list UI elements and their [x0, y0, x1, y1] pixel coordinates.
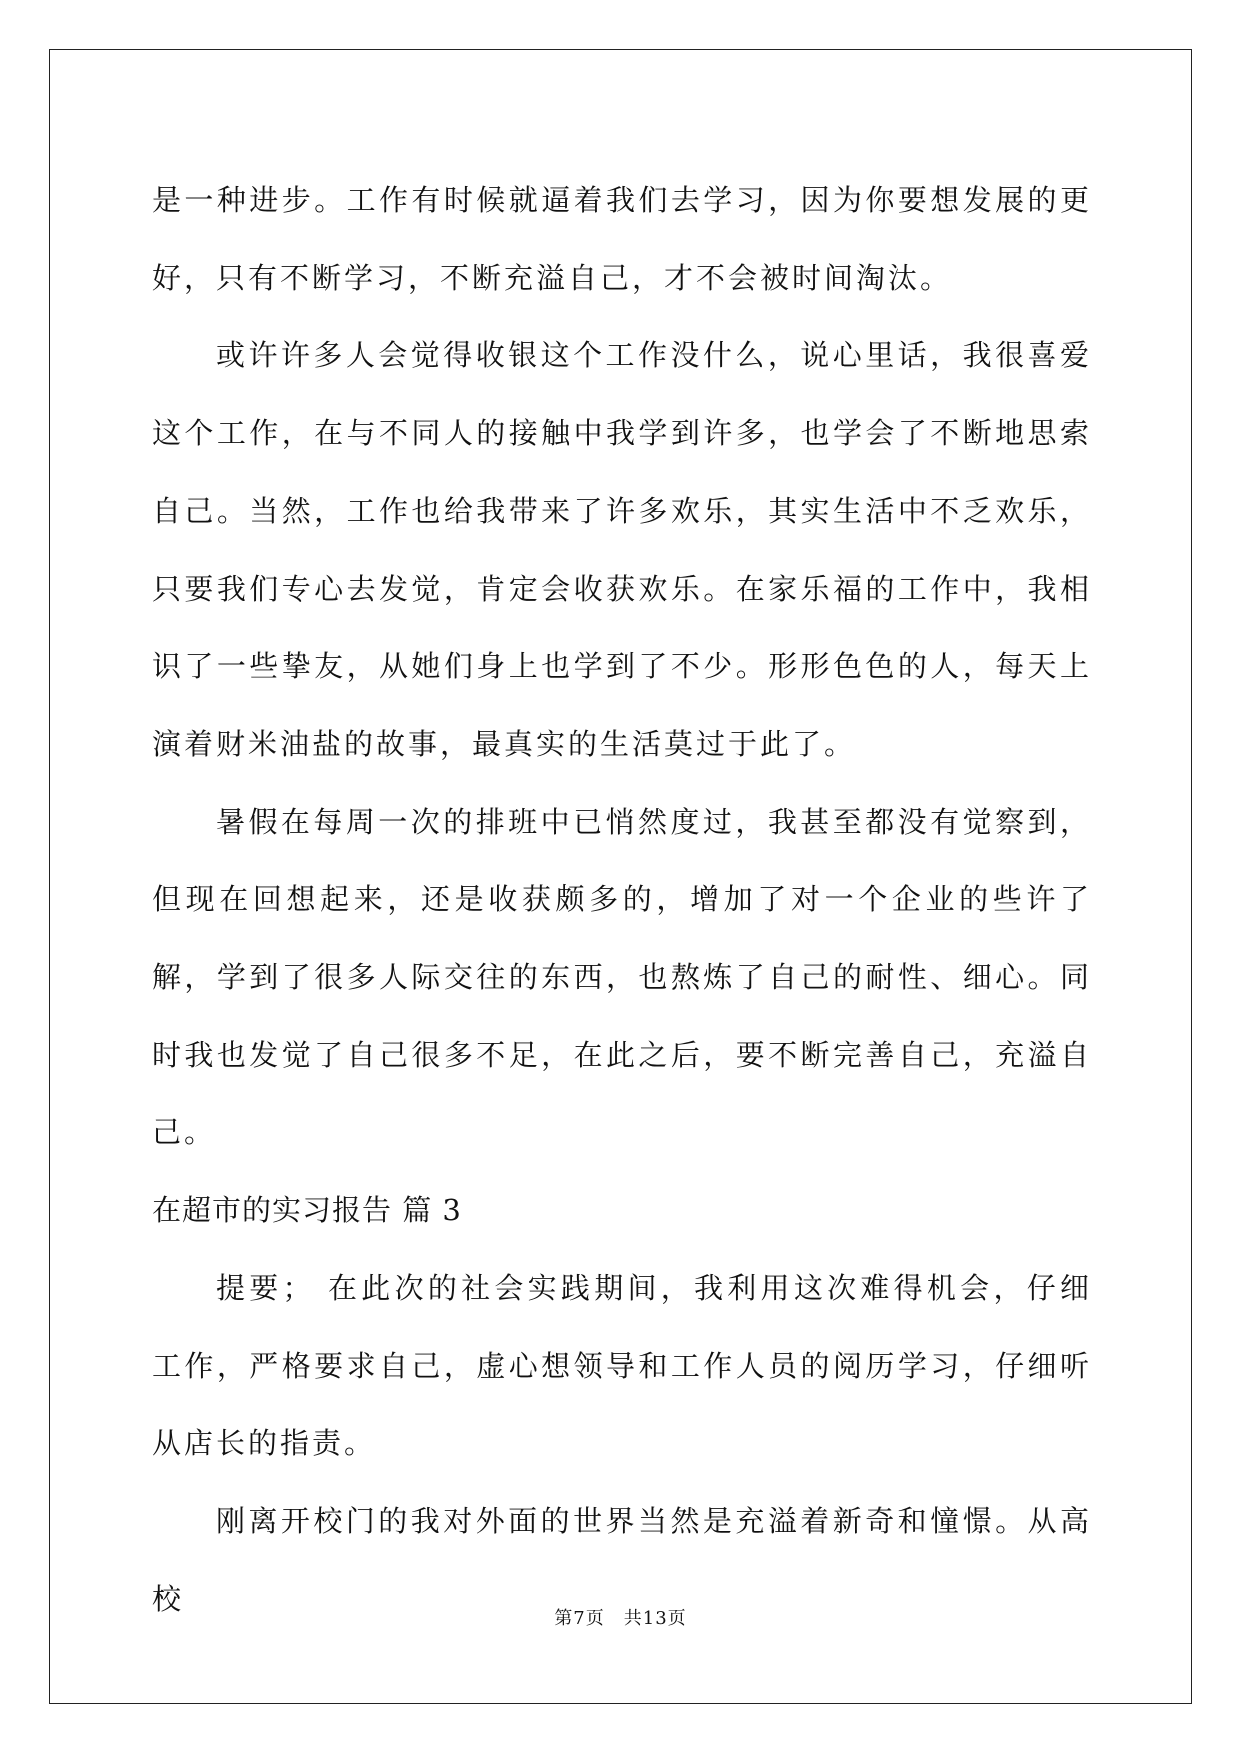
document-body: [152, 162, 1092, 1638]
section-heading: 在超市的实习报告 篇 3: [152, 1193, 462, 1228]
paragraph-4: 提要； 在此次的社会实践期间，我利用这次难得机会，仔细工作，严格要求自己，虚心想领导和工作人员的阅历学习，仔细听从店长的指责。: [152, 1270, 1092, 1461]
paragraph-3: 暑假在每周一次的排班中已悄然度过，我甚至都没有觉察到，但现在回想起来，还是收获颇多的，增加了对一个企业的些许了解，学到了很多人际交往的东西，也熬炼了自己的耐性、细心。同时我也发觉了自己很多不足，在此之后，要不断完善自己，充溢自己。: [152, 804, 1092, 1150]
page-number-footer: 第7页 共13页: [554, 1608, 687, 1629]
paragraph-5: 刚离开校门的我对外面的世界当然是充溢着新奇和憧憬。从高校: [152, 1503, 1092, 1616]
paragraph-1: 是一种进步。工作有时候就逼着我们去学习，因为你要想发展的更好，只有不断学习，不断充溢自己，才不会被时间淘汰。: [152, 183, 1092, 295]
paragraph-2: 或许许多人会觉得收银这个工作没什么，说心里话，我很喜爱这个工作，在与不同人的接触中我学到许多，也学会了不断地思索自己。当然，工作也给我带来了许多欢乐，其实生活中不乏欢乐，只要我们专心去发觉，肯定会收获欢乐。在家乐福的工作中，我相识了一些挚友，从她们身上也学到了不少。形形色色的人，每天上演着财米油盐的故事，最真实的生活莫过于此了。: [152, 338, 1092, 761]
